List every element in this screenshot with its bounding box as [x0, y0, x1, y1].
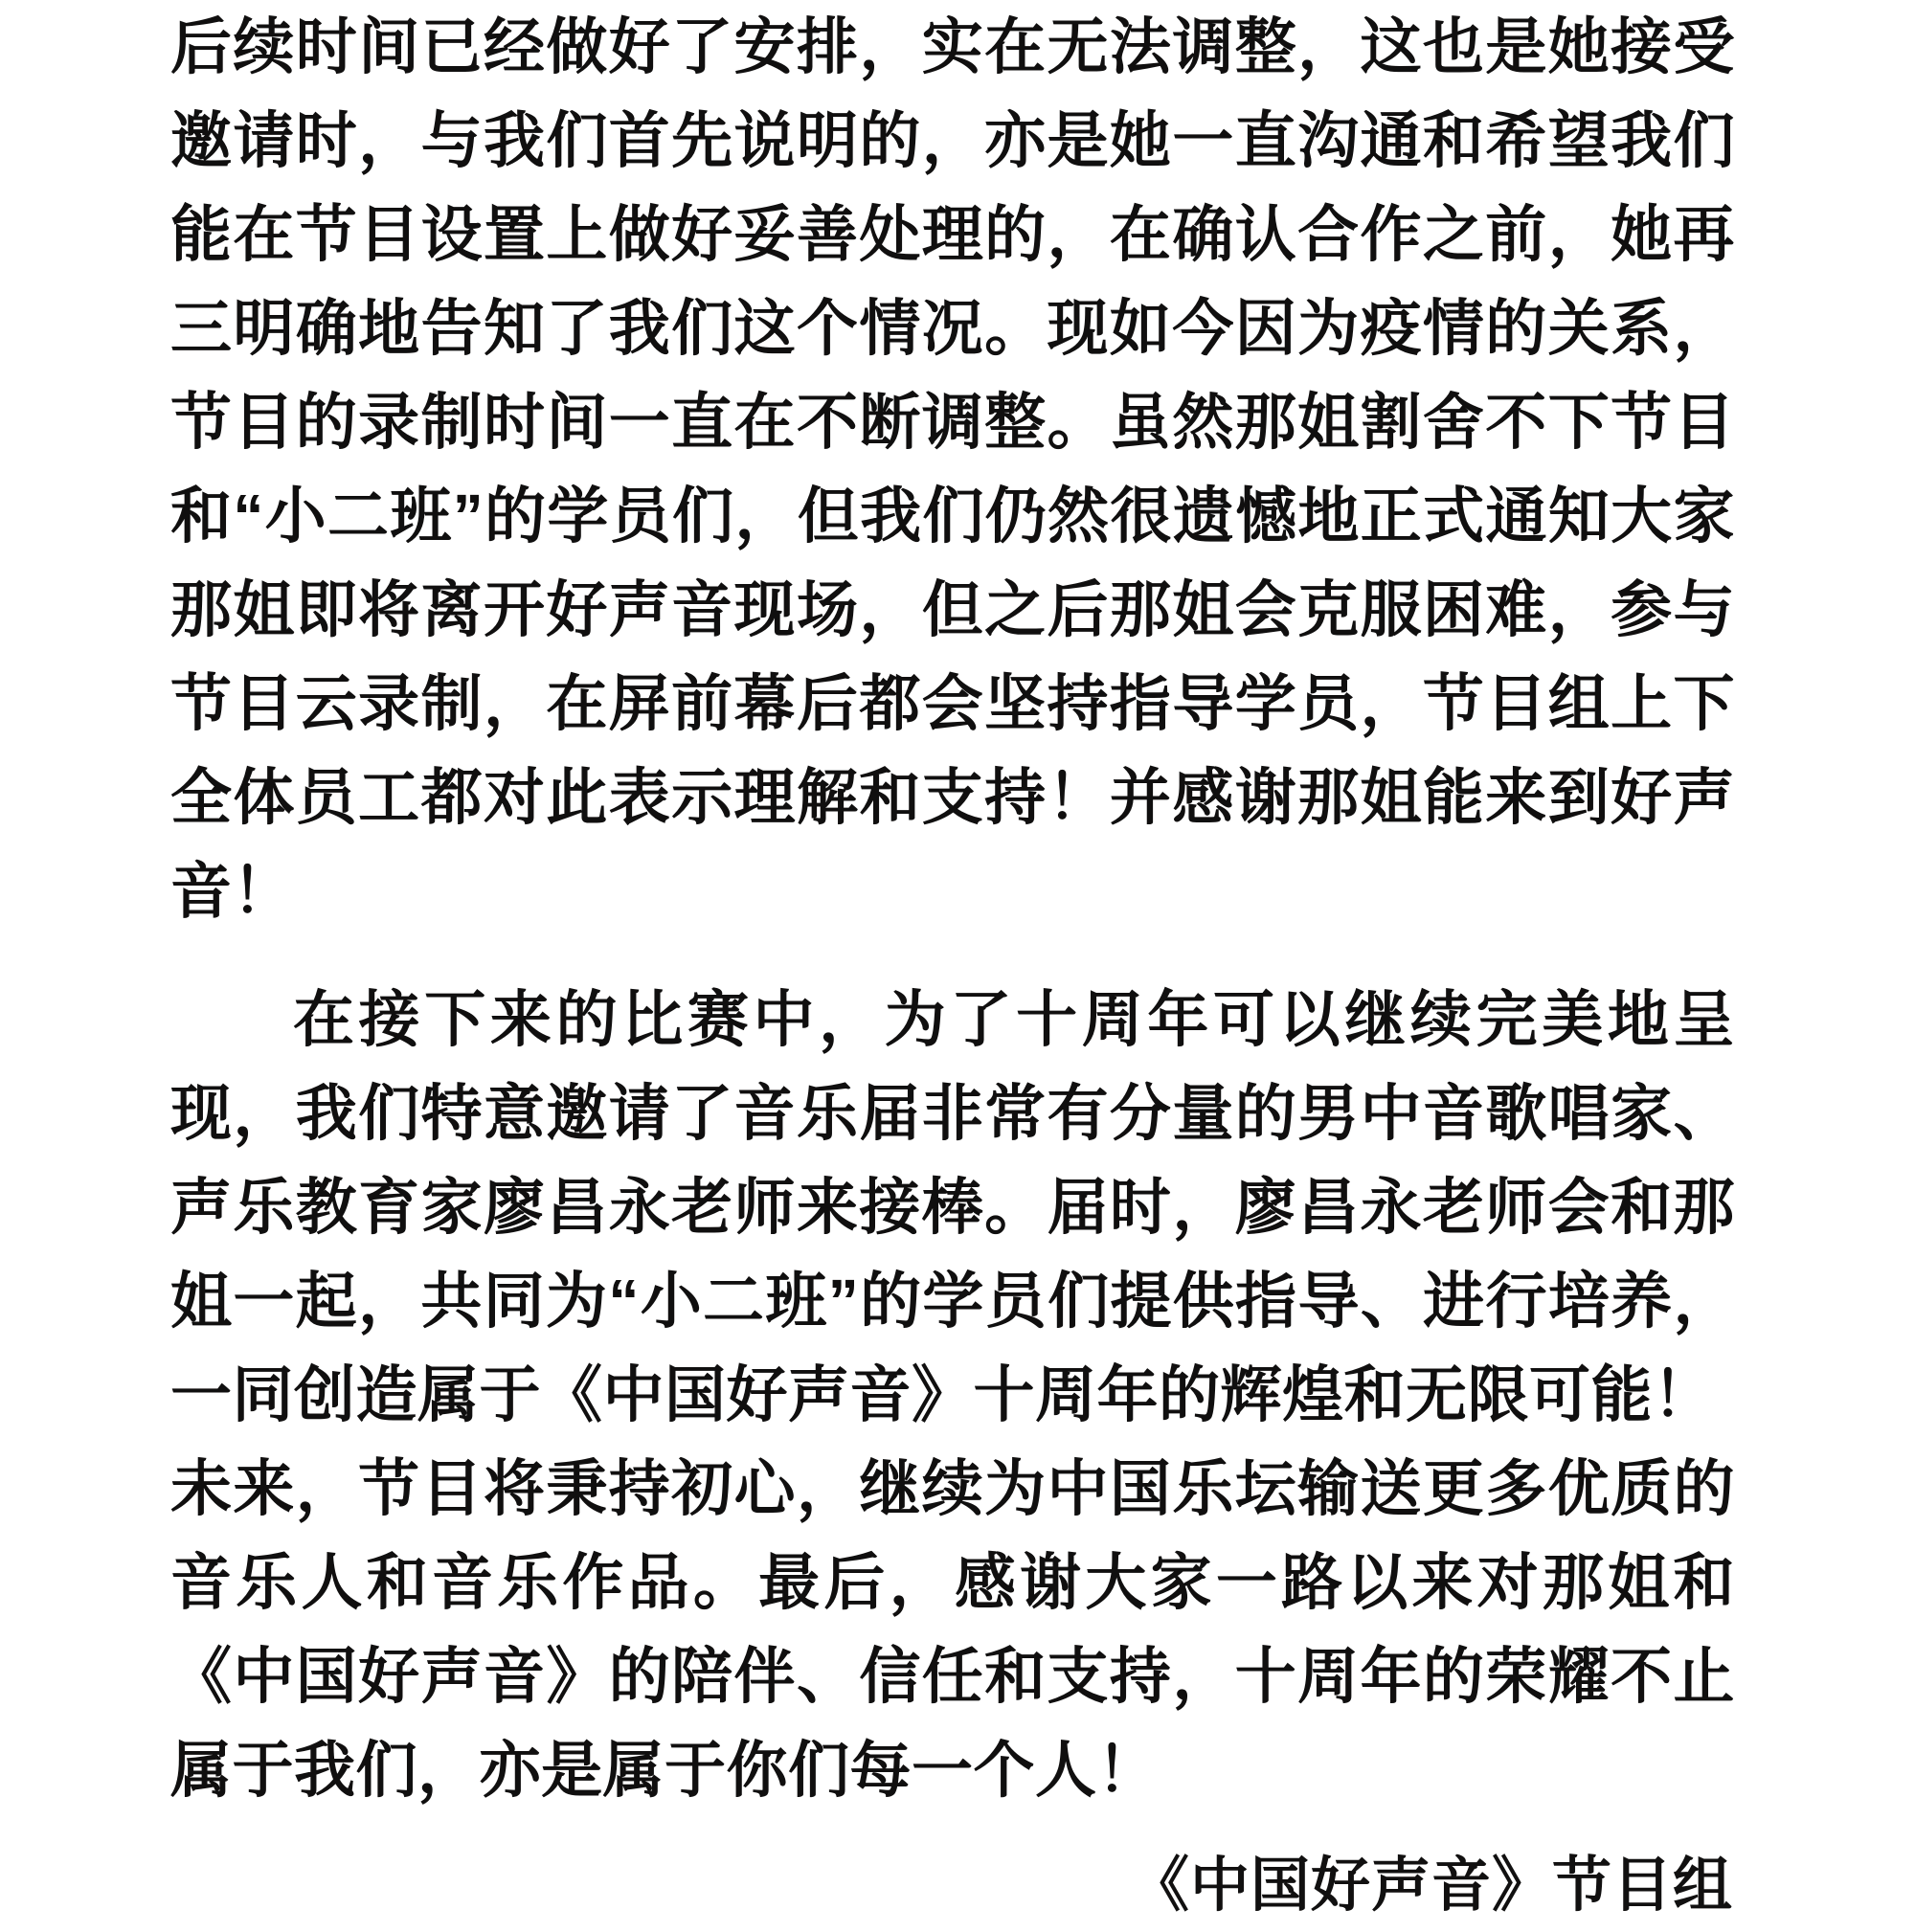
signature-block — [0, 1840, 1915, 1932]
signature-text: 《中国好声音》节目组 — [1129, 1853, 1733, 1919]
document-body — [170, 0, 1735, 1817]
paragraph-3: 未来，节目将秉持初心，继续为中国乐坛输送更多优质的音乐人和音乐作品。最后，感谢大家一路以来对那姐和《中国好声音》的陪伴、信任和支持，十周年的荣耀不止属于我们，亦是属于你们每一个人！ — [170, 1454, 1735, 1805]
paragraph-1: 后续时间已经做好了安排，实在无法调整，这也是她接受邀请时，与我们首先说明的，亦是她一直沟通和希望我们能在节目设置上做好妥善处理的，在确认合作之前，她再三明确地告知了我们这个情况。现如今因为疫情的关系，节目的录制时间一直在不断调整。虽然那姐割舍不下节目和“小二班”的学员们，但我们仍然很遗憾地正式通知大家那姐即将离开好声音现场，但之后那姐会克服困难，参与节目云录制，在屏前幕后都会坚持指导学员，节目组上下全体员工都对此表示理解和支持！并感谢那姐能来到好声音！ — [170, 12, 1735, 926]
paragraph-2: 在接下来的比赛中，为了十周年可以继续完美地呈现，我们特意邀请了音乐届非常有分量的男中音歌唱家、声乐教育家廖昌永老师来接棒。届时，廖昌永老师会和那姐一起，共同为“小二班”的学员们提供指导、进行培养，一同创造属于《中国好声音》十周年的辉煌和无限可能！ — [170, 985, 1735, 1429]
paragraph-spacer-1 — [170, 938, 1735, 973]
